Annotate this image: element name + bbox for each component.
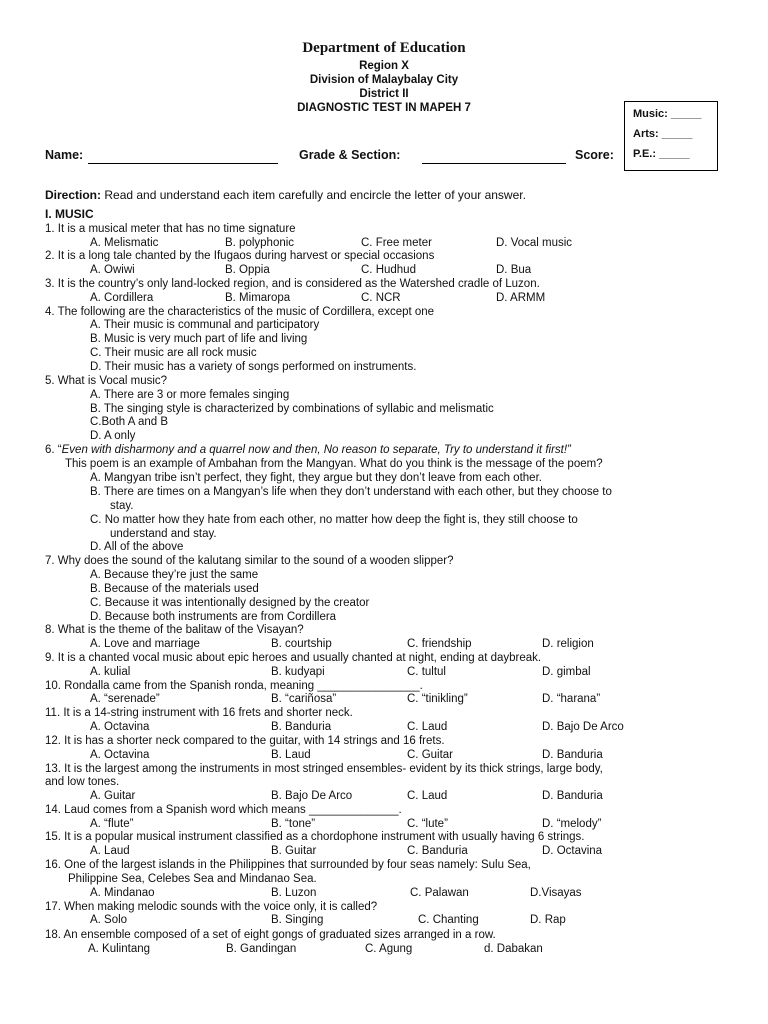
option-a[interactable]: A. Mangyan tribe isn’t perfect, they fight, they argue but they don’t leave from each other. bbox=[90, 472, 542, 484]
option-a[interactable]: A. Laud bbox=[90, 845, 130, 857]
option-d[interactable]: D. ARMM bbox=[496, 292, 546, 304]
option-c[interactable]: C. Chanting bbox=[418, 914, 479, 926]
option-b[interactable]: B. Singing bbox=[271, 914, 324, 926]
option-a[interactable]: A. Kulintang bbox=[88, 943, 151, 955]
option-d[interactable]: D. Bajo De Arco bbox=[542, 721, 624, 733]
option-a[interactable]: A. Octavina bbox=[90, 749, 150, 761]
question-stem: 11. It is a 14-string instrument with 16 frets and shorter neck. bbox=[45, 707, 353, 719]
option-b[interactable]: B. Gandingan bbox=[226, 943, 297, 955]
option-d[interactable]: D. A only bbox=[90, 430, 136, 442]
question-stem: 3. It is the country’s only land-locked region, and is considered as the Watershed cradle of Luzon. bbox=[45, 278, 540, 290]
question-stem: 9. It is a chanted vocal music about epic heroes and usually chanted at night, ending at daybreak. bbox=[45, 652, 542, 664]
district-label: District II bbox=[359, 88, 409, 100]
option-c[interactable]: C. Laud bbox=[407, 790, 448, 802]
question-stem: 15. It is a popular musical instrument classified as a chordophone instrument with usually having 6 strings. bbox=[45, 831, 585, 843]
pe-score: P.E.: _____ bbox=[633, 148, 690, 160]
option-a[interactable]: A. There are 3 or more females singing bbox=[90, 389, 290, 401]
option-a[interactable]: A. Mindanao bbox=[90, 887, 155, 899]
option-b[interactable]: B. Guitar bbox=[271, 845, 317, 857]
option-a[interactable]: A. Octavina bbox=[90, 721, 150, 733]
option-b[interactable]: B. Mimaropa bbox=[225, 292, 291, 304]
option-b[interactable]: B. kudyapi bbox=[271, 666, 325, 678]
name-blank[interactable] bbox=[88, 162, 278, 164]
option-b[interactable]: B. Luzon bbox=[271, 887, 317, 899]
option-b[interactable]: B. polyphonic bbox=[225, 237, 295, 249]
option-a[interactable]: A. Guitar bbox=[90, 790, 136, 802]
option-d[interactable]: D. Octavina bbox=[542, 845, 603, 857]
option-b[interactable]: B. There are times on a Mangyan’s life when they don’t understand with each other, but they choose to bbox=[90, 486, 612, 498]
region-label: Region X bbox=[359, 60, 409, 72]
question-number: 6. “ bbox=[45, 444, 62, 456]
option-d[interactable]: D. “melody” bbox=[542, 818, 602, 830]
direction bbox=[45, 188, 526, 202]
question-stem-line2: This poem is an example of Ambahan from the Mangyan. What do you think is the message of the poem? bbox=[65, 458, 603, 470]
option-b[interactable]: B. courtship bbox=[271, 638, 332, 650]
question-stem: 1. It is a musical meter that has no time signature bbox=[45, 223, 296, 235]
option-b[interactable]: B. Bajo De Arco bbox=[271, 790, 353, 802]
option-d[interactable]: D. Rap bbox=[530, 914, 566, 926]
option-a[interactable]: A. Solo bbox=[90, 914, 128, 926]
grade-section-blank[interactable] bbox=[422, 162, 566, 164]
direction-text: Read and understand each item carefully and encircle the letter of your answer. bbox=[101, 188, 526, 202]
poem-quote: Even with disharmony and a quarrel now and then, No reason to separate, Try to understand it first!” bbox=[61, 444, 571, 456]
question-stem: 17. When making melodic sounds with the voice only, it is called? bbox=[45, 901, 378, 913]
arts-score: Arts: _____ bbox=[633, 128, 693, 140]
question-stem-line2: Philippine Sea, Celebes Sea and Mindanao Sea. bbox=[68, 873, 317, 885]
department-title: Department of Education bbox=[302, 40, 466, 56]
option-d[interactable]: D. Bua bbox=[496, 264, 532, 276]
option-c[interactable]: C. Agung bbox=[365, 943, 413, 955]
option-d[interactable]: D. Banduria bbox=[542, 749, 603, 761]
option-b[interactable]: B. Laud bbox=[271, 749, 311, 761]
option-a[interactable]: A. kulial bbox=[90, 666, 131, 678]
question-stem: 16. One of the largest islands in the Philippines that surrounded by four seas namely: Sulu Sea, bbox=[45, 859, 531, 871]
question-stem: 2. It is a long tale chanted by the Ifugaos during harvest or special occasions bbox=[45, 250, 435, 262]
option-b[interactable]: B. Music is very much part of life and living bbox=[90, 333, 308, 345]
option-d[interactable]: D. gimbal bbox=[542, 666, 591, 678]
option-a[interactable]: A. “flute” bbox=[90, 818, 134, 830]
option-c[interactable]: C.Both A and B bbox=[90, 416, 169, 428]
question-stem: 18. An ensemble composed of a set of eight gongs of graduated sizes arranged in a row. bbox=[45, 929, 496, 941]
option-d[interactable]: D. Their music has a variety of songs performed on instruments. bbox=[90, 361, 417, 373]
option-a[interactable]: A. “serenade” bbox=[90, 693, 160, 705]
question-stem: 13. It is the largest among the instruments in most stringed ensembles- evident by its thick strings, large body, bbox=[45, 763, 603, 775]
question-stem: 12. It is has a shorter neck compared to the guitar, with 14 strings and 16 frets. bbox=[45, 735, 445, 747]
option-c[interactable]: C. Hudhud bbox=[361, 264, 416, 276]
option-c[interactable]: C. tultul bbox=[407, 666, 446, 678]
option-c[interactable]: C. “lute” bbox=[407, 818, 448, 830]
option-b[interactable]: B. “cariñosa” bbox=[271, 693, 337, 705]
option-c[interactable]: C. Their music are all rock music bbox=[90, 347, 257, 359]
option-a[interactable]: A. Because they’re just the same bbox=[90, 569, 259, 581]
option-c[interactable]: C. Because it was intentionally designed by the creator bbox=[90, 597, 370, 609]
score-box bbox=[624, 101, 718, 171]
option-b[interactable]: B. The singing style is characterized by combinations of syllabic and melismatic bbox=[90, 403, 494, 415]
option-d[interactable]: D. Because both instruments are from Cordillera bbox=[90, 611, 337, 623]
option-c[interactable]: C. Guitar bbox=[407, 749, 454, 761]
direction-label: Direction: bbox=[45, 188, 102, 202]
name-label: Name: bbox=[45, 148, 84, 162]
division-label: Division of Malaybalay City bbox=[309, 74, 459, 86]
option-a[interactable]: A. Owiwi bbox=[90, 264, 135, 276]
option-c[interactable]: C. Banduria bbox=[407, 845, 468, 857]
question-stem: 14. Laud comes from a Spanish word which means ______________. bbox=[45, 804, 402, 816]
option-b[interactable]: B. “tone” bbox=[271, 818, 316, 830]
option-d[interactable]: D. All of the above bbox=[90, 541, 184, 553]
music-score: Music: _____ bbox=[633, 108, 702, 120]
question-stem: 8. What is the theme of the balitaw of the Visayan? bbox=[45, 624, 304, 636]
option-d[interactable]: D. Banduria bbox=[542, 790, 603, 802]
option-b-continued[interactable]: stay. bbox=[110, 500, 134, 512]
option-d[interactable]: D. “harana” bbox=[542, 693, 601, 705]
option-d[interactable]: D. religion bbox=[542, 638, 594, 650]
option-a[interactable]: A. Melismatic bbox=[90, 237, 159, 249]
option-b[interactable]: B. Because of the materials used bbox=[90, 583, 259, 595]
question-stem-line2: and low tones. bbox=[45, 776, 120, 788]
option-a[interactable]: A. Love and marriage bbox=[90, 638, 200, 650]
grade-section-label: Grade & Section: bbox=[299, 148, 401, 162]
question-stem: 7. Why does the sound of the kalutang similar to the sound of a wooden slipper? bbox=[45, 555, 454, 567]
question-stem: 5. What is Vocal music? bbox=[45, 375, 168, 387]
option-c[interactable]: C. friendship bbox=[407, 638, 472, 650]
section-title: I. MUSIC bbox=[45, 207, 94, 221]
option-c-continued[interactable]: understand and stay. bbox=[110, 528, 217, 540]
option-c[interactable]: C. No matter how they hate from each other, no matter how deep the fight is, they still choose to bbox=[90, 514, 578, 526]
question-stem: 10. Rondalla came from the Spanish ronda, meaning ________________. bbox=[45, 680, 423, 692]
test-title: DIAGNOSTIC TEST IN MAPEH 7 bbox=[297, 102, 471, 114]
score-label: Score: bbox=[575, 148, 614, 162]
option-c[interactable]: C. Laud bbox=[407, 721, 448, 733]
option-b[interactable]: B. Banduria bbox=[271, 721, 332, 733]
option-c[interactable]: C. Free meter bbox=[361, 237, 432, 249]
question-stem bbox=[45, 443, 571, 457]
option-d[interactable]: D. Vocal music bbox=[496, 237, 573, 249]
option-a[interactable]: A. Cordillera bbox=[90, 292, 154, 304]
option-b[interactable]: B. Oppia bbox=[225, 264, 270, 276]
option-c[interactable]: C. Palawan bbox=[410, 887, 469, 899]
option-c[interactable]: C. NCR bbox=[361, 292, 401, 304]
option-d[interactable]: D.Visayas bbox=[530, 887, 582, 899]
question-stem: 4. The following are the characteristics of the music of Cordillera, except one bbox=[45, 306, 435, 318]
option-d[interactable]: d. Dabakan bbox=[484, 943, 543, 955]
option-c[interactable]: C. “tinikling” bbox=[407, 693, 468, 705]
option-a[interactable]: A. Their music is communal and participatory bbox=[90, 319, 320, 331]
